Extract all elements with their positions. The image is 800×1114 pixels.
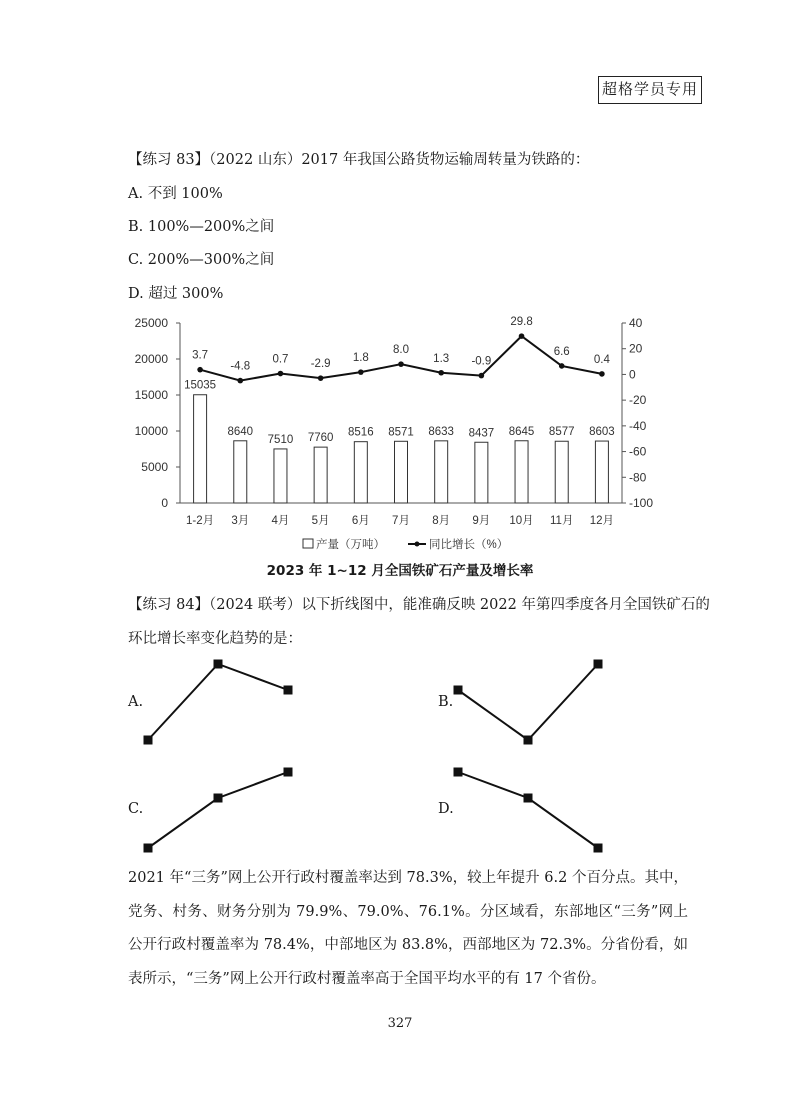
growth-point	[197, 367, 203, 373]
category-label: 6月	[351, 515, 370, 527]
bar-1-2月	[194, 395, 207, 503]
right-axis-tick-label: 0	[629, 367, 636, 382]
option-trend-point	[144, 844, 153, 853]
right-axis-tick-label: -100	[629, 496, 654, 510]
growth-point	[318, 375, 324, 381]
option-c-label[interactable]: C.	[128, 801, 144, 817]
category-label: 11月	[550, 515, 574, 527]
growth-value-label: 29.8	[510, 316, 533, 329]
right-axis-tick-label: -40	[629, 418, 647, 433]
category-label: 4月	[271, 515, 290, 527]
growth-point	[438, 370, 444, 376]
growth-value-label: 0.4	[593, 353, 610, 366]
question-83-option-b[interactable]: B. 100%—200%之间	[128, 219, 275, 235]
bar-9月	[475, 442, 488, 503]
left-axis-tick-label: 10000	[134, 424, 168, 438]
growth-value-label: -4.8	[230, 360, 251, 373]
growth-value-label: 8.0	[393, 344, 409, 357]
question-83-option-a[interactable]: A. 不到 100%	[128, 186, 223, 202]
left-axis-tick-label: 20000	[134, 352, 168, 366]
growth-point	[559, 363, 565, 369]
option-b-label[interactable]: B.	[438, 694, 454, 710]
option-trend-line	[458, 664, 598, 740]
bar-value-label: 8603	[589, 426, 615, 439]
option-trend-point	[214, 794, 223, 803]
growth-point	[599, 371, 605, 377]
right-axis-tick-label: 20	[629, 341, 643, 356]
growth-line	[200, 336, 602, 380]
option-a-label[interactable]: A.	[128, 694, 144, 710]
growth-point	[278, 371, 284, 377]
category-label: 1-2月	[186, 515, 215, 527]
option-d-label[interactable]: D.	[438, 801, 454, 817]
right-axis-tick-label: 40	[629, 316, 643, 330]
bar-value-label: 8571	[388, 426, 414, 439]
question-84-stem-line2: 环比增长率变化趋势的是：	[128, 631, 302, 647]
question-83-option-c[interactable]: C. 200%—300%之间	[128, 252, 275, 268]
option-b-trend-chart[interactable]	[450, 652, 610, 748]
bar-value-label: 8633	[428, 425, 454, 438]
category-label: 5月	[311, 515, 330, 527]
right-axis-tick-label: -80	[629, 470, 647, 485]
page-number: 327	[387, 1016, 413, 1031]
bar-value-label: 8640	[227, 425, 254, 438]
bar-value-label: 8577	[548, 426, 575, 439]
bar-7月	[395, 441, 408, 503]
growth-value-label: 3.7	[192, 349, 209, 362]
option-d-trend-chart[interactable]	[450, 760, 610, 856]
option-trend-point	[594, 844, 603, 853]
option-trend-point	[594, 660, 603, 669]
option-trend-line	[458, 772, 598, 848]
option-trend-point	[284, 768, 293, 777]
category-label: 9月	[472, 515, 491, 527]
left-axis-tick-label: 5000	[141, 460, 168, 474]
bar-6月	[354, 442, 367, 503]
question-84-stem-line1: 【练习 84】（2024 联考）以下折线图中，能准确反映 2022 年第四季度各月全国铁矿石的	[128, 597, 710, 613]
growth-value-label: -2.9	[310, 358, 331, 371]
bar-value-label: 8516	[348, 426, 374, 439]
bar-value-label: 8645	[508, 425, 535, 438]
option-trend-point	[454, 686, 463, 695]
bar-10月	[515, 441, 528, 503]
growth-value-label: -0.9	[471, 355, 492, 368]
bar-5月	[314, 447, 327, 503]
right-axis-tick-label: -20	[629, 393, 647, 408]
option-trend-point	[144, 736, 153, 745]
bar-12月	[595, 441, 608, 503]
category-label: 10月	[509, 515, 534, 527]
legend-bar-label: 产量（万吨）	[316, 539, 385, 551]
bar-8月	[435, 441, 448, 503]
bar-value-label: 15035	[184, 379, 217, 392]
growth-point	[398, 361, 404, 367]
growth-point	[358, 369, 364, 375]
option-trend-point	[284, 686, 293, 695]
question-83-stem: 【练习 83】（2022 山东）2017 年我国公路货物运输周转量为铁路的：	[128, 152, 590, 168]
option-a-trend-chart[interactable]	[140, 652, 300, 748]
bar-value-label: 7760	[307, 432, 334, 445]
category-label: 7月	[392, 515, 410, 527]
growth-point	[519, 333, 525, 339]
left-axis-tick-label: 0	[161, 496, 168, 510]
question-83-option-d[interactable]: D. 超过 300%	[128, 286, 224, 302]
growth-point	[479, 373, 485, 379]
option-trend-point	[214, 660, 223, 669]
growth-value-label: 1.8	[352, 352, 369, 365]
iron-ore-chart	[120, 308, 680, 558]
legend-line-label: 同比增长（%）	[429, 539, 509, 551]
growth-value-label: 0.7	[272, 353, 289, 366]
bar-11月	[555, 441, 568, 503]
option-trend-point	[454, 768, 463, 777]
legend-bar-swatch	[303, 539, 313, 548]
category-label: 8月	[432, 515, 451, 527]
option-trend-line	[148, 772, 288, 848]
bar-3月	[234, 441, 247, 503]
student-only-badge: 超格学员专用	[598, 76, 702, 104]
growth-value-label: 1.3	[433, 352, 450, 365]
bar-value-label: 8437	[468, 427, 495, 440]
left-axis-tick-label: 15000	[134, 388, 168, 402]
growth-value-label: 6.6	[553, 345, 570, 358]
option-trend-line	[148, 664, 288, 740]
option-trend-point	[524, 794, 533, 803]
legend-line-marker	[415, 542, 420, 547]
right-axis-tick-label: -60	[629, 444, 647, 459]
chart-title: 2023 年 1~12 月全国铁矿石产量及增长率	[266, 563, 534, 579]
left-axis-tick-label: 25000	[134, 316, 168, 330]
growth-point	[237, 378, 243, 384]
body-paragraph: 2021 年“三务”网上公开行政村覆盖率达到 78.3%，较上年提升 6.2 个百分点。其中，党务、村务、财务分别为 79.9%、79.0%、76.1%。分区域看，东部地区“三务”网上公开行政村覆盖率为 78.4%，中部地区为 83.8%，西部地区为 72.3%。分省份看，如表所示，“三务”网上公开行政村覆盖率高于全国平均水平的有 17 个省份。	[128, 870, 688, 987]
category-label: 3月	[231, 515, 250, 527]
option-c-trend-chart[interactable]	[140, 760, 300, 856]
category-label: 12月	[589, 515, 615, 527]
bar-value-label: 7510	[267, 433, 294, 446]
bar-4月	[274, 449, 287, 503]
option-trend-point	[524, 736, 533, 745]
